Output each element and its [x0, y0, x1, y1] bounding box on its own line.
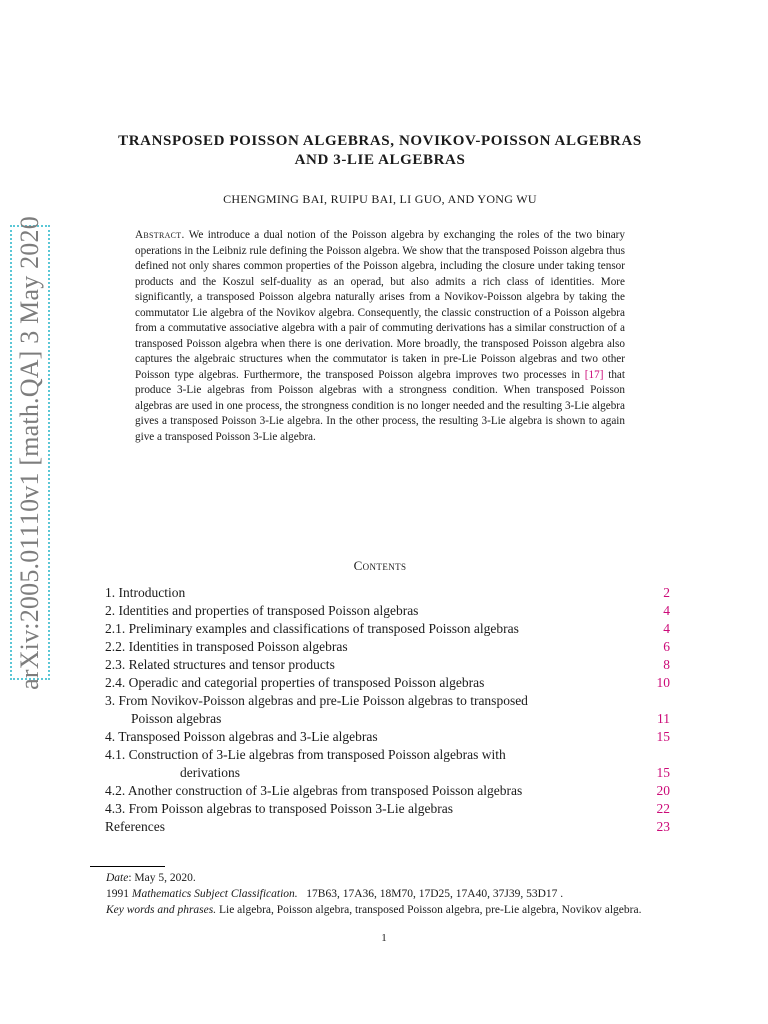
- toc-entry-label: 2.1. Preliminary examples and classifications of transposed Poisson algebras: [105, 621, 519, 636]
- toc-entry-label: 2. Identities and properties of transposed Poisson algebras: [105, 603, 419, 618]
- toc-entry-label: 4.1. Construction of 3-Lie algebras from transposed Poisson algebras with: [105, 747, 506, 762]
- toc-entry[interactable]: [105, 674, 670, 692]
- toc-page-link[interactable]: 6: [663, 639, 670, 654]
- toc-entry-label: 4. Transposed Poisson algebras and 3-Lie algebras: [105, 729, 378, 744]
- paper-title: [80, 132, 680, 170]
- toc-entry-label: 4.2. Another construction of 3-Lie algebras from transposed Poisson algebras: [105, 783, 523, 798]
- footnote-msc: [90, 886, 670, 902]
- toc-entry-label: References: [105, 819, 165, 834]
- toc-page-link[interactable]: 4: [663, 603, 670, 618]
- date-value: : May 5, 2020.: [128, 872, 196, 884]
- abstract-text-part2: that produce 3-Lie algebras from Poisson algebras with a strongness condition. When transposed Poisson algebras are used in one process, the strongness condition is no longer needed and the resulting 3-Lie algebra gives a transposed Poisson 3-Lie algebra. In the other process, the resulting 3-Lie algebra is shown to again give a transposed Poisson 3-Lie algebra.: [135, 368, 626, 443]
- toc-entry[interactable]: [105, 602, 670, 620]
- abstract-text-part1: We introduce a dual notion of the Poisson algebra by exchanging the roles of the two binary operations in the Leibniz rule defining the Poisson algebra. We show that the transposed Poisson algebra thus defined not only shares common properties of the Poisson algebra, including the closure under taking tensor products and the Koszul self-duality as an operad, but also admits a rich class of identities. More significantly, a transposed Poisson algebra naturally arises from a Novikov-Poisson algebra by taking the commutator Lie algebra of the Novikov algebra. Consequently, the classic construction of a Poisson algebra from a commutative associative algebra with a pair of commuting derivations has a similar construction of a transposed Poisson algebra when there is one derivation. More broadly, the transposed Poisson algebra also captures the algebraic structures when the commutator is taken in pre-Lie Poisson algebras and two other Poisson type algebras. Furthermore, the transposed Poisson algebra improves two processes in: [135, 229, 625, 381]
- arxiv-id: arXiv:2005.01110v1 [math.QA] 3 May 2020: [15, 215, 44, 690]
- date-label: Date: [106, 872, 129, 884]
- toc-entry[interactable]: [105, 620, 670, 638]
- toc-page-link[interactable]: 23: [656, 819, 670, 834]
- toc-page-link[interactable]: 10: [656, 675, 670, 690]
- toc-entry-label: derivations: [180, 765, 240, 780]
- msc-value: 17B63, 17A36, 18M70, 17D25, 17A40, 37J39, 53D17 .: [306, 888, 564, 900]
- title-line-2: AND 3-LIE ALGEBRAS: [294, 152, 466, 168]
- toc-page-link[interactable]: 20: [656, 783, 670, 798]
- toc-entry-label: 3. From Novikov-Poisson algebras and pre-Lie Poisson algebras to transposed: [105, 693, 528, 708]
- footnote-date: [90, 870, 670, 886]
- toc-entry-label: Poisson algebras: [131, 711, 222, 726]
- toc-page-link[interactable]: 11: [657, 711, 670, 726]
- toc-entry[interactable]: [105, 638, 670, 656]
- footnote-keywords: [90, 902, 670, 918]
- toc-entry[interactable]: [105, 800, 670, 818]
- toc-entry-label: 2.4. Operadic and categorial properties of transposed Poisson algebras: [105, 675, 485, 690]
- toc-entry[interactable]: [105, 584, 670, 602]
- toc-entry-label: 1. Introduction: [105, 585, 186, 600]
- abstract: [135, 228, 625, 445]
- arxiv-stamp[interactable]: [10, 215, 50, 690]
- authors: CHENGMING BAI, RUIPU BAI, LI GUO, AND YONG WU: [223, 192, 537, 206]
- toc-entry-continuation[interactable]: [105, 764, 670, 782]
- toc-entry[interactable]: [105, 818, 670, 836]
- footnotes: [90, 870, 670, 918]
- toc-entry[interactable]: [105, 782, 670, 800]
- toc-entry[interactable]: [105, 692, 670, 710]
- toc-entry-continuation[interactable]: [105, 710, 670, 728]
- msc-label: Mathematics Subject Classification.: [131, 888, 298, 900]
- citation-link[interactable]: [17]: [584, 368, 604, 381]
- toc-entry[interactable]: [105, 656, 670, 674]
- toc-entry-label: 4.3. From Poisson algebras to transposed Poisson 3-Lie algebras: [105, 801, 453, 816]
- page-number: 1: [381, 932, 387, 944]
- toc-page-link[interactable]: 22: [656, 801, 670, 816]
- keywords-label: Key words and phrases.: [106, 904, 217, 916]
- toc-entry[interactable]: [105, 746, 670, 764]
- msc-year: 1991: [106, 888, 129, 900]
- keywords-value: Lie algebra, Poisson algebra, transposed Poisson algebra, pre-Lie algebra, Novikov algebra.: [218, 904, 642, 916]
- footnote-rule: [90, 866, 165, 867]
- toc-page-link[interactable]: 2: [663, 585, 670, 600]
- abstract-label: Abstract.: [135, 229, 185, 241]
- toc-page-link[interactable]: 15: [656, 765, 670, 780]
- toc-page-link[interactable]: 15: [656, 729, 670, 744]
- title-line-1: TRANSPOSED POISSON ALGEBRAS, NOVIKOV-POISSON ALGEBRAS: [118, 133, 642, 149]
- toc-page-link[interactable]: 4: [663, 621, 670, 636]
- toc-entry-label: 2.2. Identities in transposed Poisson algebras: [105, 639, 348, 654]
- toc-entry-label: 2.3. Related structures and tensor products: [105, 657, 335, 672]
- contents-heading: Contents: [353, 558, 407, 573]
- toc-page-link[interactable]: 8: [663, 657, 670, 672]
- table-of-contents: [105, 584, 670, 836]
- toc-entry[interactable]: [105, 728, 670, 746]
